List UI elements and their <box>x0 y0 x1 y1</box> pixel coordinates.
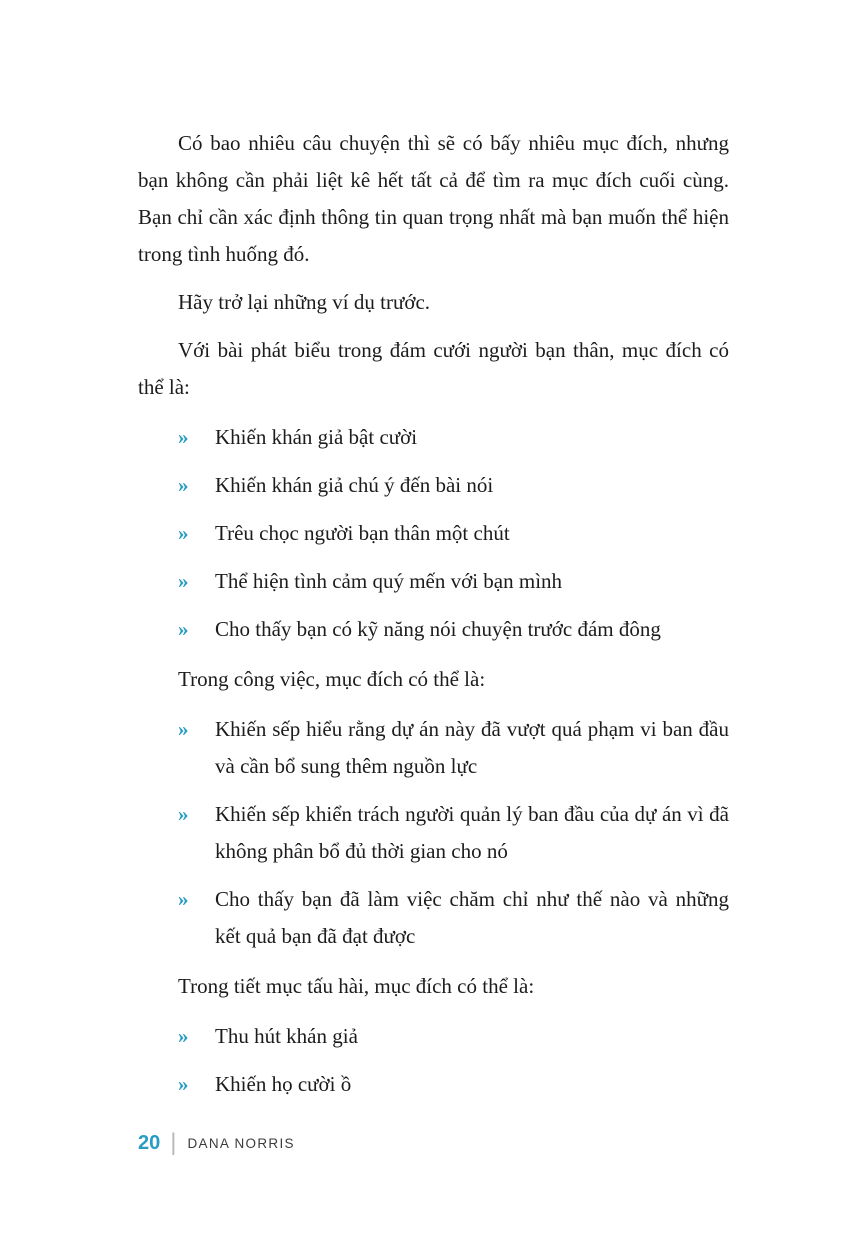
bullet-marker: » <box>178 473 189 497</box>
list-item-text: Thể hiện tình cảm quý mến với bạn mình <box>215 569 563 593</box>
bullet-marker: » <box>178 569 189 593</box>
paragraph-work-intro: Trong công việc, mục đích có thể là: <box>178 667 486 691</box>
comedy-goals-list <box>138 1018 729 1103</box>
list-item <box>178 515 729 552</box>
list-item-text: Khiến sếp hiểu rằng dự án này đã vượt quá phạm vi ban đầu và cần bổ sung thêm nguồn lực <box>215 717 729 778</box>
list-item <box>178 881 729 955</box>
page-number: 20 <box>138 1131 161 1154</box>
bullet-marker: » <box>178 521 189 545</box>
page-footer <box>138 1131 295 1155</box>
footer-divider: | <box>170 1129 177 1156</box>
paragraph-comedy-intro: Trong tiết mục tấu hài, mục đích có thể là: <box>178 974 535 998</box>
list-item-text: Cho thấy bạn đã làm việc chăm chỉ như thế nào và những kết quả bạn đã đạt được <box>215 887 729 948</box>
author-name: DANA NORRIS <box>187 1135 295 1151</box>
list-item <box>178 1066 729 1103</box>
paragraph-wedding-intro: Với bài phát biểu trong đám cưới người bạn thân, mục đích có thể là: <box>138 338 729 399</box>
list-item-text: Trêu chọc người bạn thân một chút <box>215 521 510 545</box>
list-item <box>178 1018 729 1055</box>
bullet-marker: » <box>178 887 189 911</box>
bullet-marker: » <box>178 717 189 741</box>
page-content <box>138 125 729 1116</box>
list-item <box>178 467 729 504</box>
list-item <box>178 611 729 648</box>
list-item <box>178 711 729 785</box>
list-item-text: Cho thấy bạn có kỹ năng nói chuyện trước đám đông <box>215 617 661 641</box>
bullet-marker: » <box>178 617 189 641</box>
bullet-marker: » <box>178 425 189 449</box>
bullet-marker: » <box>178 1024 189 1048</box>
list-item-text: Khiến khán giả bật cười <box>215 425 418 449</box>
list-item-text: Thu hút khán giả <box>215 1024 358 1048</box>
list-item-text: Khiến khán giả chú ý đến bài nói <box>215 473 494 497</box>
list-item-text: Khiến họ cười ồ <box>215 1072 352 1096</box>
list-item <box>178 563 729 600</box>
wedding-goals-list <box>138 419 729 648</box>
paragraph-intro: Có bao nhiêu câu chuyện thì sẽ có bấy nhiêu mục đích, nhưng bạn không cần phải liệt kê hết tất cả để tìm ra mục đích cuối cùng. Bạn chỉ cần xác định thông tin quan trọng nhất mà bạn muốn thể hiện trong tình huống đó. <box>138 131 729 266</box>
list-item <box>178 796 729 870</box>
work-goals-list <box>138 711 729 955</box>
list-item-text: Khiến sếp khiển trách người quản lý ban đầu của dự án vì đã không phân bổ đủ thời gian cho nó <box>215 802 729 863</box>
list-item <box>178 419 729 456</box>
paragraph-return-examples: Hãy trở lại những ví dụ trước. <box>178 290 431 314</box>
bullet-marker: » <box>178 802 189 826</box>
bullet-marker: » <box>178 1072 189 1096</box>
